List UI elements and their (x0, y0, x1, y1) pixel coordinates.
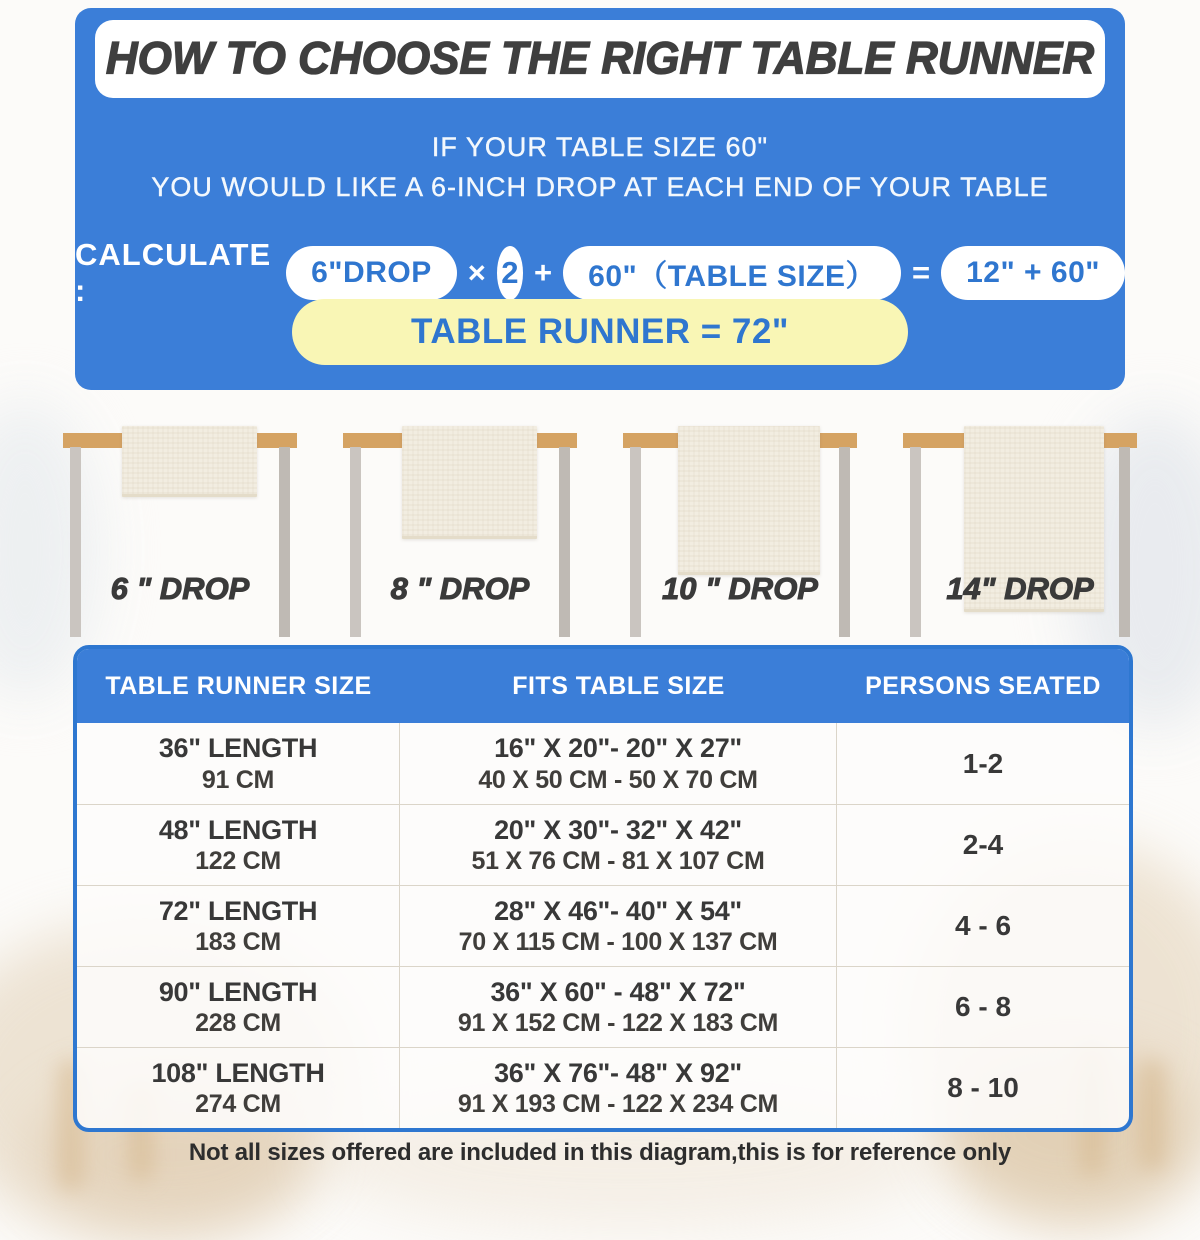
runner-length-inches: 36" LENGTH (158, 733, 318, 764)
table-row (77, 804, 1129, 885)
fits-size-inches: 36" X 60" - 48" X 72" (490, 976, 746, 1007)
persons-seated-value: 4 - 6 (954, 910, 1012, 941)
fits-size-inches: 20" X 30"- 32" X 42" (494, 814, 742, 845)
column-header-runner-size: TABLE RUNNER SIZE (105, 671, 372, 700)
plus-sign: + (534, 255, 553, 290)
fits-table-cell (400, 967, 837, 1047)
fits-size-cm: 91 X 193 CM - 122 X 234 CM (457, 1090, 779, 1119)
runner-size-cell (77, 886, 400, 966)
intro-line-1: IF YOUR TABLE SIZE 60" (431, 132, 769, 162)
table-illustration-10in (623, 395, 857, 645)
multiplier-circle: 2 (497, 246, 523, 300)
drop-label: 8 " DROP (390, 571, 530, 606)
persons-seated-value: 6 - 8 (954, 991, 1012, 1022)
column-header-persons: PERSONS SEATED (865, 671, 1101, 700)
table-runner-swatch (402, 426, 537, 539)
footer-note: Not all sizes offered are included in this diagram,this is for reference only (188, 1139, 1012, 1166)
fits-table-cell (400, 1048, 837, 1128)
persons-cell (837, 886, 1129, 966)
fits-size-cm: 51 X 76 CM - 81 X 107 CM (471, 847, 765, 876)
equals-sign: = (912, 255, 931, 290)
fits-size-cm: 40 X 50 CM - 50 X 70 CM (478, 765, 758, 794)
runner-size-cell (77, 1048, 400, 1128)
title-box (95, 20, 1105, 98)
table-runner-swatch (678, 426, 820, 575)
table-leg-right (1119, 447, 1130, 637)
header-banner (75, 8, 1125, 390)
intro-line-2: YOU WOULD LIKE A 6-INCH DROP AT EACH END OF YOUR TABLE (151, 172, 1049, 202)
table-row (77, 885, 1129, 966)
size-table-body (77, 723, 1129, 1128)
persons-seated-value: 1-2 (962, 747, 1004, 779)
page-title: HOW TO CHOOSE THE RIGHT TABLE RUNNER (105, 33, 1095, 84)
table-row (77, 723, 1129, 804)
calculate-label: CALCULATE : (75, 237, 272, 308)
drop-label: 14" DROP (946, 571, 1094, 606)
table-leg-right (559, 447, 570, 637)
runner-length-cm: 183 CM (195, 928, 281, 957)
table-row (77, 1047, 1129, 1128)
persons-cell (837, 1048, 1129, 1128)
runner-size-cell (77, 723, 400, 804)
runner-length-inches: 108" LENGTH (151, 1057, 325, 1088)
runner-size-cell (77, 967, 400, 1047)
table-leg-left (910, 447, 921, 637)
runner-length-cm: 91 CM (201, 765, 275, 794)
persons-cell (837, 967, 1129, 1047)
fits-table-cell (400, 723, 837, 804)
runner-length-inches: 48" LENGTH (158, 814, 318, 845)
fits-size-cm: 70 X 115 CM - 100 X 137 CM (458, 928, 778, 957)
drop-value-pill: 6"DROP (286, 246, 457, 300)
persons-cell (837, 805, 1129, 885)
table-illustration-14in (903, 395, 1137, 645)
table-leg-left (350, 447, 361, 637)
runner-length-cm: 228 CM (195, 1009, 281, 1038)
runner-size-cell (77, 805, 400, 885)
table-row (77, 966, 1129, 1047)
runner-length-cm: 122 CM (195, 847, 281, 876)
fits-size-inches: 36" X 76"- 48" X 92" (494, 1057, 742, 1088)
multiply-sign: × (467, 255, 486, 290)
runner-length-cm: 274 CM (195, 1090, 281, 1119)
table-runner-swatch (122, 426, 257, 497)
table-leg-right (839, 447, 850, 637)
table-size-pill: 60"（TABLE SIZE） (563, 246, 901, 300)
fits-size-inches: 28" X 46"- 40" X 54" (494, 895, 742, 926)
size-table-header (77, 649, 1129, 723)
persons-seated-value: 2-4 (962, 829, 1004, 860)
persons-seated-value: 8 - 10 (947, 1072, 1019, 1103)
column-header-fits-table: FITS TABLE SIZE (512, 671, 725, 700)
fits-table-cell (400, 886, 837, 966)
fits-size-cm: 91 X 152 CM - 122 X 183 CM (457, 1009, 779, 1038)
runner-length-inches: 72" LENGTH (158, 895, 318, 926)
drop-label: 6 " DROP (110, 571, 250, 606)
table-leg-left (630, 447, 641, 637)
drop-label: 10 " DROP (662, 571, 818, 606)
drop-examples-row (0, 395, 1200, 645)
table-leg-left (70, 447, 81, 637)
result-pill: TABLE RUNNER = 72" (292, 299, 908, 365)
fits-table-cell (400, 805, 837, 885)
runner-length-inches: 90" LENGTH (158, 976, 318, 1007)
persons-cell (837, 723, 1129, 804)
table-leg-right (279, 447, 290, 637)
sum-pill: 12" + 60" (941, 246, 1125, 300)
size-table-panel (73, 645, 1133, 1132)
fits-size-inches: 16" X 20"- 20" X 27" (494, 733, 742, 764)
table-illustration-8in (343, 395, 577, 645)
table-illustration-6in (63, 395, 297, 645)
